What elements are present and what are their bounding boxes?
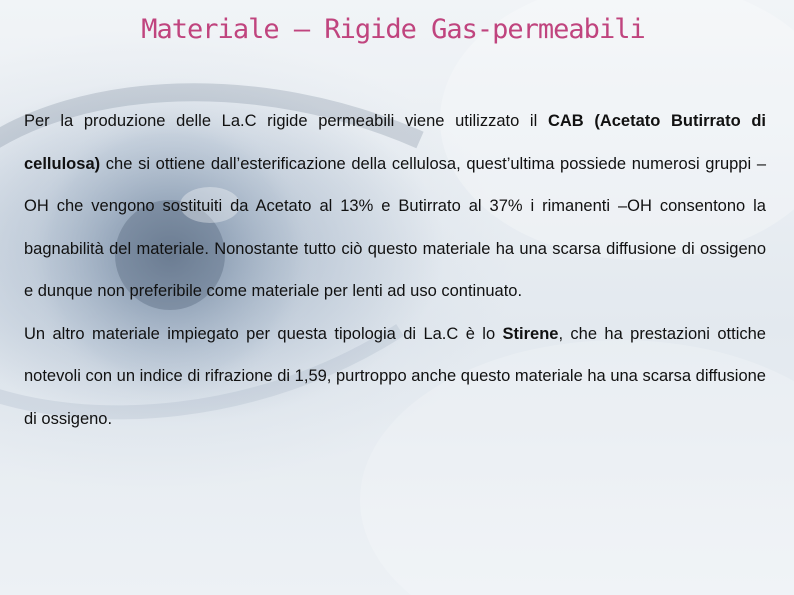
paragraph-stirene-text-2: , che ha prestazioni ottiche notevoli con un indice di rifrazione di 1,59, purtroppo anche questo materiale ha una scarsa diffusione di ossigeno. [24, 324, 766, 428]
paragraph-stirene-bold: Stirene [502, 324, 559, 343]
paragraph-cab-bold: CAB (Acetato Butirrato di cellulosa) [24, 112, 767, 173]
slide-title: Materiale – Rigide Gas-permeabili [141, 14, 645, 45]
paragraph-cab-text-2: che si ottiene dall’esterificazione della cellulosa, quest’ultima possiede numerosi gruppi –OH che vengono sostituiti da Acetato al 13% e Butirrato al 37% i rimanenti –OH consentono la bagnabilità del materiale. Nonostante tutto ciò questo materiale ha una scarsa diffusione di ossigeno e dunque non preferibile come materiale per lenti ad uso continuato. [24, 154, 766, 300]
paragraph-stirene-text-1: Un altro materiale impiegato per questa tipologia di La.C è lo [24, 324, 503, 343]
slide-body [24, 100, 766, 440]
paragraph-cab [24, 100, 766, 313]
paragraph-cab-text-1: Per la produzione delle La.C rigide permeabili viene utilizzato il [24, 112, 548, 130]
paragraph-stirene [24, 313, 766, 441]
